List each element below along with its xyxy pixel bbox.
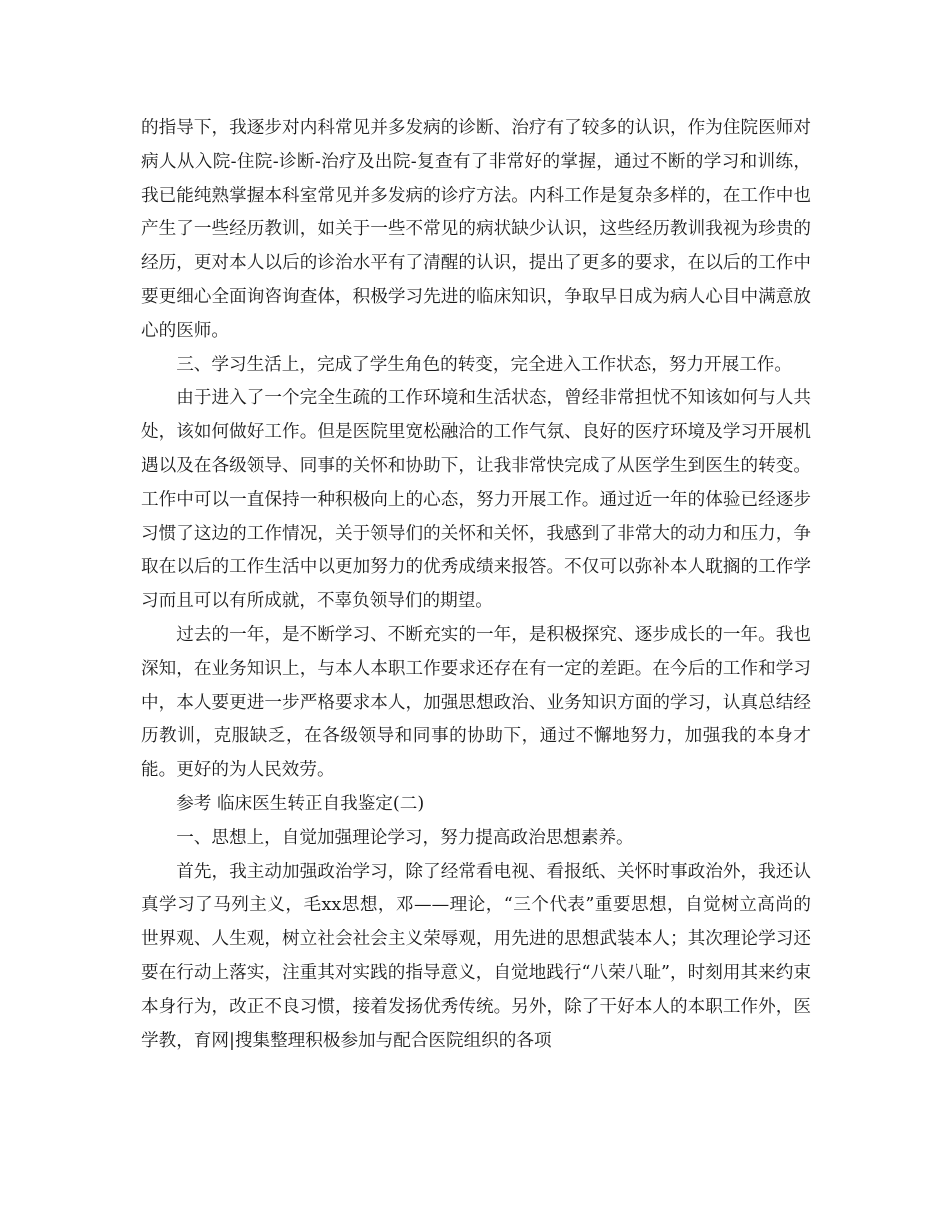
paragraph-1: 的指导下，我逐步对内科常见并多发病的诊断、治疗有了较多的认识，作为住院医师对病人从入院-住院-诊断-治疗及出院-复查有了非常好的掌握，通过不断的学习和训练，我已能纯熟掌握本科室常见并多发病的诊疗方法。内科工作是复杂多样的，在工作中也产生了一些经历教训，如关于一些不常见的病状缺少认识，这些经历教训我视为珍贵的经历，更对本人以后的诊治水平有了清醒的认识，提出了更多的要求，在以后的工作中要更细心全面询咨询查体，积极学习先进的临床知识，争取早日成为病人心目中满意放心的医师。	[141, 118, 811, 341]
document-body	[141, 112, 811, 1058]
paragraph-4: 过去的一年，是不断学习、不断充实的一年，是积极探究、逐步成长的一年。我也深知，在业务知识上，与本人本职工作要求还存在有一定的差距。在今后的工作和学习中，本人要更进一步严格要求本人，加强思想政治、业务知识方面的学习，认真总结经历教训，克服缺乏，在各级领导和同事的协助下，通过不懈地努力，加强我的本身才能。更好的为人民效劳。	[141, 624, 811, 781]
paragraph-2: 三、学习生活上，完成了学生角色的转变，完全进入工作状态，努力开展工作。	[176, 354, 792, 375]
paragraph-3: 由于进入了一个完全生疏的工作环境和生活状态，曾经非常担忧不知该如何与人共处，该如何做好工作。但是医院里宽松融洽的工作气氛、良好的医疗环境及学习开展机遇以及在各级领导、同事的关怀和协助下，让我非常快完成了从医学生到医生的转变。工作中可以一直保持一种积极向上的心态，努力开展工作。通过近一年的体验已经逐步习惯了这边的工作情况，关于领导们的关怀和关怀，我感到了非常大的动力和压力，争取在以后的工作生活中以更加努力的优秀成绩来报答。不仅可以弥补本人耽搁的工作学习而且可以有所成就，不辜负领导们的期望。	[141, 388, 811, 612]
paragraph-6: 一、思想上，自觉加强理论学习，努力提高政治思想素养。	[176, 827, 634, 848]
section-heading: 参考 临床医生转正自我鉴定(二)	[176, 793, 425, 814]
paragraph-7: 首先，我主动加强政治学习，除了经常看电视、看报纸、关怀时事政治外，我还认真学习了马列主义，毛xx思想，邓——理论，“三个代表”重要思想，自觉树立高尚的世界观、人生观，树立社会社会主义荣辱观，用先进的思想武装本人；其次理论学习还要在行动上落实，注重其对实践的指导意义，自觉地践行“八荣八耻”，时刻用其来约束本身行为，改正不良习惯，接着发扬优秀传统。另外，除了干好本人的本职工作外，医学教，育网|搜集整理积极参加与配合医院组织的各项	[141, 861, 811, 1051]
